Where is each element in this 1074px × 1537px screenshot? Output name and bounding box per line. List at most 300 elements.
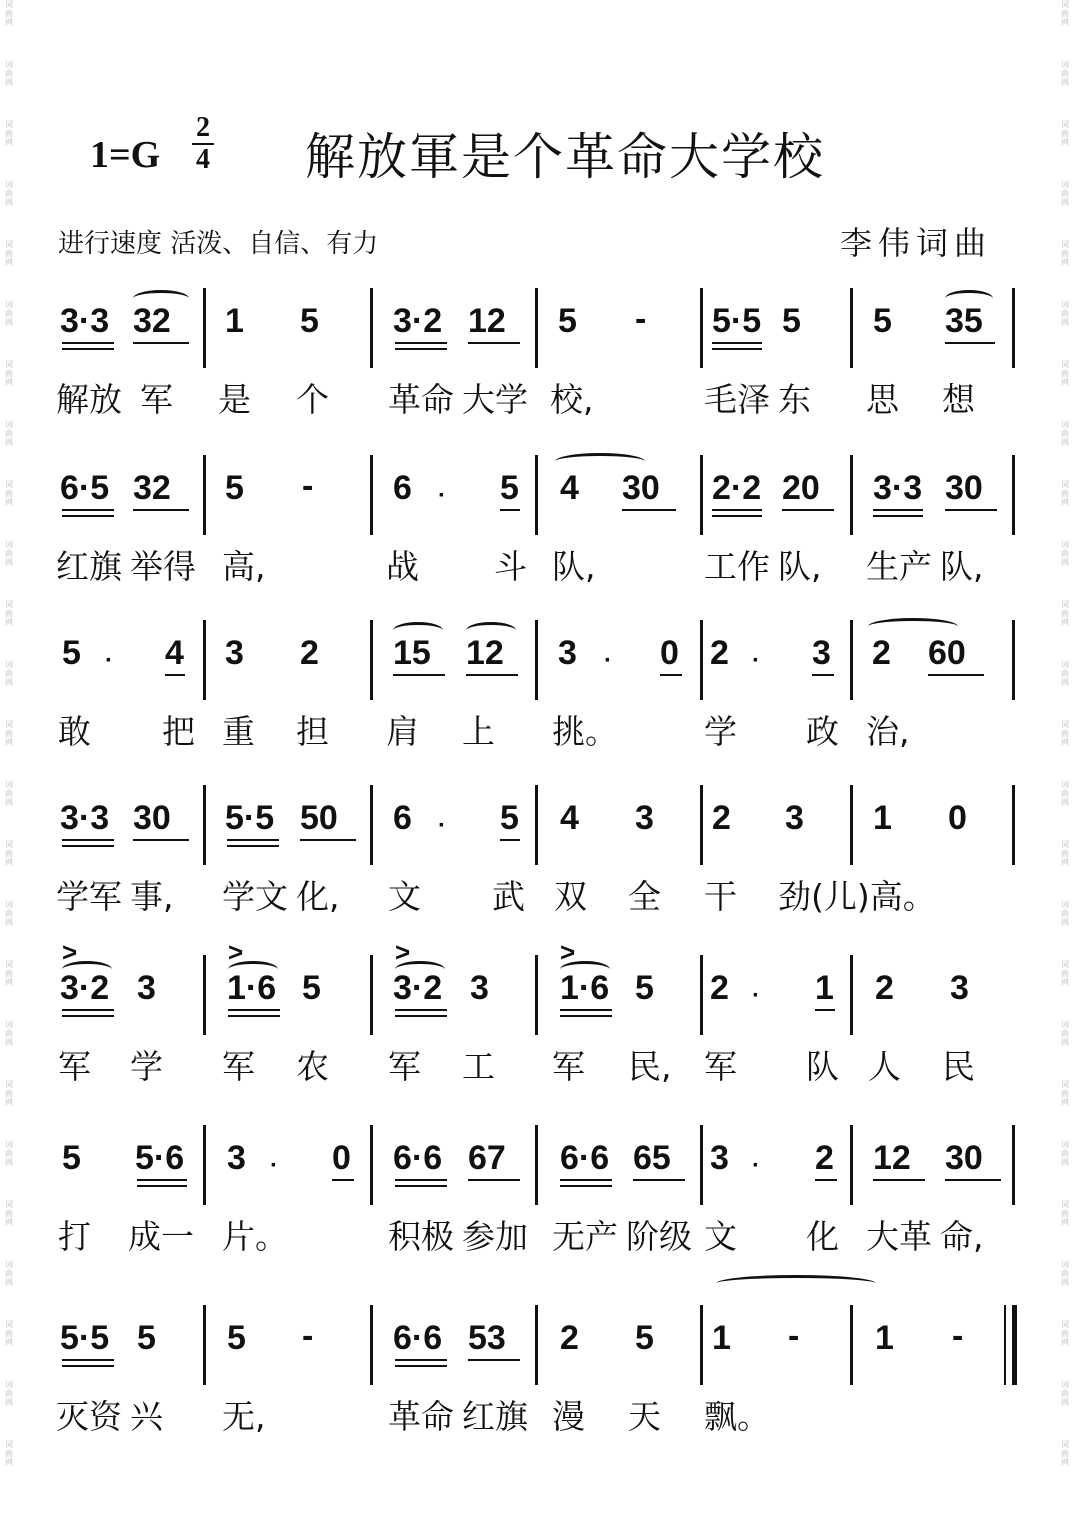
bar-line xyxy=(535,620,538,700)
note: 5 xyxy=(302,969,321,1007)
underline xyxy=(873,515,923,517)
note: 1·6 xyxy=(560,969,610,1007)
note: 5 xyxy=(225,469,244,507)
note: 30 xyxy=(945,1139,983,1177)
underline xyxy=(62,342,114,344)
augmentation-dot: · xyxy=(752,982,760,1009)
lyric: 积极 xyxy=(388,1217,454,1256)
watermark-mark: 词 曲 网 xyxy=(1061,1080,1069,1107)
underline xyxy=(468,1359,520,1361)
final-bar-thin xyxy=(1004,1305,1006,1385)
note: 6·6 xyxy=(393,1139,443,1177)
note: 3·3 xyxy=(60,302,110,340)
lyrics-line xyxy=(0,706,1074,756)
watermark-mark: 词 曲 网 xyxy=(5,1440,13,1467)
note: 67 xyxy=(468,1139,506,1177)
underline xyxy=(712,342,762,344)
watermark-mark: 词 曲 网 xyxy=(5,360,13,387)
lyric: 把 xyxy=(162,712,195,751)
slur xyxy=(868,618,958,635)
watermark-mark: 词 曲 网 xyxy=(1061,1440,1069,1467)
lyric: 学 xyxy=(704,712,737,751)
slur xyxy=(466,622,516,639)
underline xyxy=(133,509,189,511)
bar-line xyxy=(850,1125,853,1205)
augmentation-dot: · xyxy=(438,812,446,839)
watermark-mark: 词 曲 网 xyxy=(5,1020,13,1047)
watermark-mark: 词 曲 网 xyxy=(1061,1320,1069,1347)
underline xyxy=(228,1015,280,1017)
underline xyxy=(228,1009,280,1011)
note: 5 xyxy=(500,799,519,837)
watermark-mark: 词 曲 网 xyxy=(5,240,13,267)
lyric: 军 xyxy=(552,1047,585,1086)
augmentation-dot: · xyxy=(270,1152,278,1179)
lyric: 革命 xyxy=(388,380,454,419)
slur xyxy=(395,961,445,978)
score-header xyxy=(0,95,1074,205)
underline xyxy=(62,1015,114,1017)
note: 3 xyxy=(812,634,831,672)
note: 6·6 xyxy=(393,1319,443,1357)
watermark-mark: 词 曲 网 xyxy=(1061,1200,1069,1227)
lyric: 个 xyxy=(296,380,329,419)
lyric: 队, xyxy=(552,547,596,586)
slur xyxy=(133,290,189,307)
underline xyxy=(133,839,189,841)
augmentation-dot: · xyxy=(105,647,113,674)
note: 0 xyxy=(948,799,967,837)
lyric: 工 xyxy=(462,1047,495,1086)
bar-line xyxy=(535,455,538,535)
bar-line xyxy=(203,955,206,1035)
underline xyxy=(62,509,114,511)
bar-line xyxy=(1012,1125,1015,1205)
lyric: 学军 xyxy=(56,877,122,916)
watermark-mark: 词 曲 网 xyxy=(5,1080,13,1107)
watermark-mark: 词 曲 网 xyxy=(5,480,13,507)
underline xyxy=(395,1015,447,1017)
underline xyxy=(928,674,984,676)
augmentation-dot: · xyxy=(752,1152,760,1179)
note: 3·2 xyxy=(393,302,443,340)
augmentation-dot: · xyxy=(438,482,446,509)
note-dash: - xyxy=(302,467,314,505)
underline xyxy=(500,839,520,841)
note: 0 xyxy=(332,1139,351,1177)
tempo-marking: 进行速度 活泼、自信、有力 xyxy=(58,229,379,259)
lyric: 事, xyxy=(130,877,174,916)
note: 12 xyxy=(873,1139,911,1177)
bar-line xyxy=(850,785,853,865)
note: 3 xyxy=(635,799,654,837)
note: 3 xyxy=(785,799,804,837)
lyric: 命, xyxy=(940,1217,984,1256)
underline xyxy=(815,1009,835,1011)
lyric: 革命 xyxy=(388,1397,454,1436)
lyric: 文 xyxy=(704,1217,737,1256)
lyric: 农 xyxy=(296,1047,329,1086)
bar-line xyxy=(700,1125,703,1205)
lyric: 飘。 xyxy=(704,1397,770,1436)
underline xyxy=(395,348,447,350)
note: 1 xyxy=(225,302,244,340)
time-signature-bottom: 4 xyxy=(196,144,210,175)
lyric: 打 xyxy=(58,1217,91,1256)
notation-line xyxy=(0,785,1074,865)
watermark-mark: 词 曲 网 xyxy=(5,660,13,687)
watermark-mark: 词 曲 网 xyxy=(5,540,13,567)
underline xyxy=(300,839,356,841)
underline xyxy=(62,839,114,841)
lyric: 片。 xyxy=(222,1217,288,1256)
note: 5 xyxy=(635,1319,654,1357)
note: 30 xyxy=(133,799,171,837)
underline xyxy=(560,1185,612,1187)
bar-line xyxy=(1012,288,1015,368)
lyric: 武 xyxy=(492,877,525,916)
note: 1 xyxy=(712,1319,731,1357)
song-title: 解放軍是个革命大学校 xyxy=(305,128,825,186)
lyric: 战 xyxy=(386,547,419,586)
notation-line xyxy=(0,1125,1074,1205)
note: 5·5 xyxy=(60,1319,110,1357)
lyric: 队, xyxy=(778,547,822,586)
bar-line xyxy=(203,288,206,368)
watermark-mark: 词 曲 网 xyxy=(5,60,13,87)
underline xyxy=(62,1359,114,1361)
underline xyxy=(712,509,762,511)
bar-line xyxy=(535,288,538,368)
watermark-mark: 词 曲 网 xyxy=(1061,660,1069,687)
note: 3 xyxy=(710,1139,729,1177)
underline xyxy=(560,1009,612,1011)
note: 2 xyxy=(875,969,894,1007)
bar-line xyxy=(203,785,206,865)
watermark-mark: 词 曲 网 xyxy=(5,180,13,207)
bar-line xyxy=(850,1305,853,1385)
lyric: 民, xyxy=(628,1047,672,1086)
composer-credit: 李伟词曲 xyxy=(840,224,993,262)
note: 2 xyxy=(710,634,729,672)
underline xyxy=(137,1185,187,1187)
underline xyxy=(945,509,997,511)
lyric: 高, xyxy=(222,547,266,586)
lyric: 上 xyxy=(462,712,495,751)
underline xyxy=(227,839,279,841)
watermark-mark: 词 曲 网 xyxy=(5,300,13,327)
underline xyxy=(393,674,445,676)
underline xyxy=(395,1179,447,1181)
augmentation-dot: · xyxy=(604,647,612,674)
lyrics-line xyxy=(0,1041,1074,1091)
watermark-mark: 词 曲 网 xyxy=(1061,300,1069,327)
underline xyxy=(62,348,114,350)
bar-line xyxy=(1012,455,1015,535)
underline xyxy=(560,1015,612,1017)
bar-line xyxy=(850,288,853,368)
underline xyxy=(133,342,189,344)
lyric: 军 xyxy=(140,380,173,419)
lyric: 军 xyxy=(704,1047,737,1086)
watermark-mark: 词 曲 网 xyxy=(1061,360,1069,387)
bar-line xyxy=(850,955,853,1035)
lyric: 解放 xyxy=(56,380,122,419)
note: 20 xyxy=(782,469,820,507)
watermark-mark: 词 曲 网 xyxy=(1061,180,1069,207)
underline xyxy=(62,515,114,517)
score-system xyxy=(0,937,1074,1105)
note: 3 xyxy=(950,969,969,1007)
lyric: 军 xyxy=(58,1047,91,1086)
note: 2 xyxy=(872,634,891,672)
watermark-mark: 词 曲 网 xyxy=(1061,1140,1069,1167)
bar-line xyxy=(1012,620,1015,700)
note: 32 xyxy=(133,469,171,507)
lyric: 思 xyxy=(866,380,899,419)
bar-line xyxy=(1012,785,1015,865)
note-dash: - xyxy=(635,300,647,338)
underline xyxy=(873,509,923,511)
score-system xyxy=(0,1125,1074,1275)
underline xyxy=(466,674,518,676)
lyric: 劲(儿)高。 xyxy=(778,877,936,916)
watermark-mark: 词 曲 网 xyxy=(5,420,13,447)
note: 5 xyxy=(873,302,892,340)
note: 5 xyxy=(62,634,81,672)
note: 30 xyxy=(622,469,660,507)
underline xyxy=(633,1179,685,1181)
watermark-mark: 词 曲 网 xyxy=(5,1380,13,1407)
lyric: 队 xyxy=(806,1047,839,1086)
lyric: 大革 xyxy=(866,1217,932,1256)
note: 5·5 xyxy=(225,799,275,837)
lyric: 政 xyxy=(806,712,839,751)
note: 6 xyxy=(393,469,412,507)
note: 3·3 xyxy=(60,799,110,837)
bar-line xyxy=(700,288,703,368)
note: 2 xyxy=(560,1319,579,1357)
note: 3·3 xyxy=(873,469,923,507)
lyric: 军 xyxy=(222,1047,255,1086)
lyric: 灭资 xyxy=(56,1397,122,1436)
note: 30 xyxy=(945,469,983,507)
slur xyxy=(393,622,443,639)
note: 1 xyxy=(815,969,834,1007)
lyric: 担 xyxy=(296,712,329,751)
bar-line xyxy=(203,620,206,700)
watermark-mark: 词 曲 网 xyxy=(5,720,13,747)
score-system xyxy=(0,455,1074,605)
lyric: 学文 xyxy=(222,877,288,916)
underline xyxy=(62,845,114,847)
bar-line xyxy=(535,1125,538,1205)
lyric: 大学 xyxy=(462,380,528,419)
score-system xyxy=(0,1305,1074,1455)
note: 15 xyxy=(393,634,431,672)
lyric: 参加 xyxy=(462,1217,528,1256)
final-bar-thick xyxy=(1012,1305,1017,1385)
watermark-mark: 词 曲 网 xyxy=(1061,840,1069,867)
underline xyxy=(660,674,682,676)
bar-line xyxy=(203,1125,206,1205)
underline xyxy=(812,674,834,676)
lyric: 生产 xyxy=(866,547,932,586)
watermark-mark: 词 曲 网 xyxy=(1061,240,1069,267)
note: 1 xyxy=(873,799,892,837)
lyric: 队, xyxy=(940,547,984,586)
slur xyxy=(716,1275,876,1292)
lyric: 重 xyxy=(222,712,255,751)
note: 5·6 xyxy=(135,1139,185,1177)
watermark-mark: 词 曲 网 xyxy=(5,120,13,147)
bar-line xyxy=(370,620,373,700)
accent-mark: > xyxy=(395,937,411,967)
note: 5 xyxy=(137,1319,156,1357)
note: 12 xyxy=(468,302,506,340)
note-dash: - xyxy=(302,1317,314,1355)
watermark-mark: 词 曲 网 xyxy=(5,900,13,927)
notation-line xyxy=(0,937,1074,1035)
watermark-mark: 词 曲 网 xyxy=(5,780,13,807)
bar-line xyxy=(535,955,538,1035)
watermark-mark: 词 曲 网 xyxy=(1061,1260,1069,1287)
watermark-mark: 词 曲 网 xyxy=(1061,780,1069,807)
note: 50 xyxy=(300,799,338,837)
note: 3·2 xyxy=(60,969,110,1007)
lyric: 挑。 xyxy=(552,712,618,751)
bar-line xyxy=(850,620,853,700)
slur xyxy=(62,961,112,978)
slur xyxy=(560,961,610,978)
underline xyxy=(560,1179,612,1181)
watermark-mark: 词 曲 网 xyxy=(5,840,13,867)
score-system xyxy=(0,785,1074,935)
lyric: 东 xyxy=(778,380,811,419)
watermark-mark: 词 曲 网 xyxy=(1061,1020,1069,1047)
lyric: 敢 xyxy=(58,712,91,751)
lyrics-line xyxy=(0,374,1074,424)
underline xyxy=(468,342,520,344)
slur xyxy=(228,961,278,978)
bar-line xyxy=(535,785,538,865)
lyric: 干 xyxy=(704,877,737,916)
note: 6·5 xyxy=(60,469,110,507)
note: 4 xyxy=(560,799,579,837)
watermark-mark: 词 曲 网 xyxy=(1061,720,1069,747)
lyric: 文 xyxy=(388,877,421,916)
note: 6 xyxy=(393,799,412,837)
lyric: 成一 xyxy=(128,1217,194,1256)
bar-line xyxy=(370,1305,373,1385)
underline xyxy=(712,348,762,350)
underline xyxy=(782,509,834,511)
lyric: 双 xyxy=(554,877,587,916)
score-system xyxy=(0,288,1074,438)
bar-line xyxy=(700,455,703,535)
note: 65 xyxy=(633,1139,671,1177)
watermark-mark: 词 曲 网 xyxy=(1061,0,1069,27)
underline xyxy=(62,1365,114,1367)
lyric: 想 xyxy=(942,380,975,419)
note: 3 xyxy=(137,969,156,1007)
underline xyxy=(468,1179,520,1181)
watermark-mark: 词 曲 网 xyxy=(1061,480,1069,507)
underline xyxy=(815,1179,837,1181)
watermark-mark: 词 曲 网 xyxy=(1061,540,1069,567)
bar-line xyxy=(850,455,853,535)
lyric: 工作 xyxy=(704,547,770,586)
watermark-mark: 词 曲 网 xyxy=(1061,900,1069,927)
lyric: 治, xyxy=(866,712,910,751)
time-signature-top: 2 xyxy=(196,112,210,143)
lyrics-line xyxy=(0,1391,1074,1441)
bar-line xyxy=(370,455,373,535)
note: 5 xyxy=(635,969,654,1007)
note: 2 xyxy=(300,634,319,672)
bar-line xyxy=(203,455,206,535)
lyric: 毛泽 xyxy=(704,380,770,419)
lyric: 人 xyxy=(868,1047,901,1086)
lyric: 阶级 xyxy=(626,1217,692,1256)
note: 1·6 xyxy=(227,969,277,1007)
note: 6·6 xyxy=(560,1139,610,1177)
bar-line xyxy=(535,1305,538,1385)
watermark-mark: 词 曲 网 xyxy=(1061,420,1069,447)
watermark-mark: 词 曲 网 xyxy=(5,1260,13,1287)
bar-line xyxy=(370,288,373,368)
lyric: 化, xyxy=(296,877,340,916)
note: 53 xyxy=(468,1319,506,1357)
lyrics-line xyxy=(0,871,1074,921)
lyric: 红旗 xyxy=(462,1397,528,1436)
underline xyxy=(62,1009,114,1011)
note: 5·5 xyxy=(712,302,762,340)
lyric: 全 xyxy=(628,877,661,916)
watermark-mark: 词 曲 网 xyxy=(5,0,13,27)
underline xyxy=(712,515,762,517)
note: 32 xyxy=(133,302,171,340)
lyrics-line xyxy=(0,541,1074,591)
note: 5 xyxy=(500,469,519,507)
lyric: 学 xyxy=(130,1047,163,1086)
note: 2 xyxy=(710,969,729,1007)
score-system xyxy=(0,620,1074,770)
time-signature xyxy=(192,113,214,175)
lyric: 无, xyxy=(222,1397,266,1436)
notation-line xyxy=(0,288,1074,368)
note: 0 xyxy=(660,634,679,672)
underline xyxy=(165,674,185,676)
notation-line xyxy=(0,455,1074,535)
note: 35 xyxy=(945,302,983,340)
watermark-mark: 词 曲 网 xyxy=(1061,1380,1069,1407)
note-dash: - xyxy=(952,1317,964,1355)
underline xyxy=(395,1359,447,1361)
lyric: 民 xyxy=(942,1047,975,1086)
lyric: 漫 xyxy=(552,1397,585,1436)
lyric: 校, xyxy=(550,380,594,419)
bar-line xyxy=(370,785,373,865)
bar-line xyxy=(700,1305,703,1385)
watermark-mark: 词 曲 网 xyxy=(5,960,13,987)
note: 2 xyxy=(815,1139,834,1177)
underline xyxy=(137,1179,187,1181)
notation-line xyxy=(0,1305,1074,1385)
watermark-mark: 词 曲 网 xyxy=(1061,120,1069,147)
key-signature: 1=G xyxy=(90,134,161,176)
watermark-mark: 词 曲 网 xyxy=(5,1140,13,1167)
